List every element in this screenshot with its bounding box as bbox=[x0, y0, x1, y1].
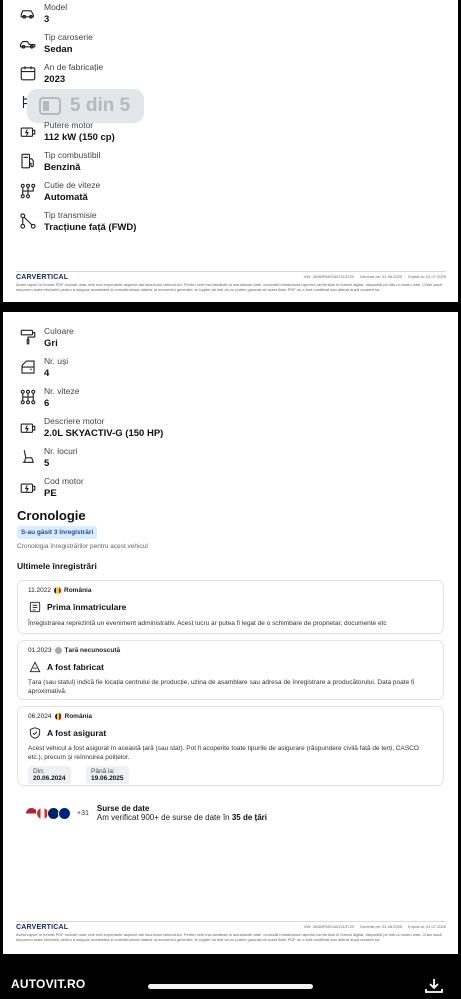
spec-label: Nr. viteze bbox=[44, 386, 80, 396]
footer-generated: Generat pe: 01.06.2025 bbox=[359, 274, 403, 279]
australia-flag-icon bbox=[58, 807, 71, 820]
spec-gearbox bbox=[19, 180, 100, 204]
footer-disclaimer: Acest raport în format PDF include doar cele mai importante aspecte ale istoricului vehiculului. Pentru cele mai detaliate și actualizate date, consultă întotdeauna raportul carVertical în format digital, disponibil pe site-ul nostru web. Chiar dacă depunem toate eforturile pentru a asigura acuratețea și corectitudinea datelor la momentul generării, te rugăm să reții că nu putem garanta că acest fișier PDF nu a fost modificat sau alterat după crearea sa. bbox=[16, 282, 442, 292]
spec-label: Tip transmisie bbox=[44, 210, 97, 220]
gallery-counter-badge[interactable] bbox=[27, 89, 144, 123]
spec-engine-code bbox=[19, 476, 84, 500]
spec-body-type bbox=[19, 32, 93, 56]
record-title: A fost fabricat bbox=[47, 662, 104, 672]
record-country: Țară necunoscută bbox=[64, 647, 121, 654]
record-date: 06.2024 bbox=[28, 713, 52, 720]
footer-disclaimer: Acest raport în format PDF include doar cele mai importante aspecte ale istoricului vehiculului. Pentru cele mai detaliate și actualizate date, consultă întotdeauna raportul carVertical în format digital, disponibil pe site-ul nostru web. Chiar dacă depunem toate eforturile pentru a asigura acuratețea și corectitudinea datelor la momentul generării, te rugăm să reții că nu putem garanta că acest fișier PDF nu a fost modificat sau alterat după crearea sa. bbox=[16, 932, 442, 942]
spec-label: Descriere motor bbox=[44, 416, 105, 426]
record-date: 11.2022 bbox=[28, 587, 52, 594]
records-heading: Ultimele înregistrări bbox=[17, 561, 97, 571]
shield-icon bbox=[28, 726, 42, 740]
timeline-record bbox=[17, 580, 444, 634]
record-description: Țara (sau statul) indică fie locația centrului de producție, uzina de asamblare sau adresa de înregistrare a producătorului. Data poate fi aproximativă. bbox=[28, 679, 415, 695]
timeline-record bbox=[17, 706, 444, 786]
footer-expires: Expiră la: 01.07.2025 bbox=[408, 274, 446, 279]
fuel-pump-icon bbox=[19, 152, 37, 170]
spec-color bbox=[19, 326, 74, 350]
spec-value: 112 kW (150 cp) bbox=[44, 132, 115, 143]
record-title: A fost asigurat bbox=[47, 728, 107, 738]
factory-icon bbox=[28, 660, 42, 674]
record-country: România bbox=[64, 587, 92, 594]
paint-roller-icon bbox=[19, 328, 37, 346]
spec-value: Benzină bbox=[44, 162, 81, 173]
spec-value: 3 bbox=[44, 14, 50, 25]
home-indicator[interactable] bbox=[148, 984, 313, 989]
spec-value: Sedan bbox=[44, 44, 73, 55]
car-body-icon bbox=[19, 34, 37, 52]
gallery-icon bbox=[39, 97, 61, 115]
spec-label: Nr. locuri bbox=[44, 446, 78, 456]
sources-plus-count: +31 bbox=[77, 809, 89, 817]
spec-label: Cutie de viteze bbox=[44, 180, 101, 190]
spec-gears bbox=[19, 386, 79, 410]
spec-value: 2023 bbox=[44, 74, 66, 85]
timeline-subtitle: Cronologia înregistrărilor pentru acest vehicul bbox=[17, 543, 148, 550]
insurance-to-tag: Până la: 19.06.2025 bbox=[86, 766, 129, 784]
insurance-from-tag: Din: 20.06.2024 bbox=[28, 766, 71, 784]
record-title: Prima înmatriculare bbox=[47, 602, 127, 612]
spec-label: Model bbox=[44, 2, 68, 12]
spec-label: Cod motor bbox=[44, 476, 84, 486]
footer-vin: VIN: JM4BP6SGA01313729 bbox=[303, 274, 354, 279]
engine-code-icon bbox=[19, 478, 37, 496]
sources-text: Am verificat 900+ de surse de date în 35 de țări bbox=[96, 813, 267, 822]
spec-year bbox=[19, 62, 103, 86]
seat-icon bbox=[19, 448, 37, 466]
spec-engine-description bbox=[19, 416, 163, 440]
report-page-1 bbox=[3, 0, 458, 302]
door-icon bbox=[19, 358, 37, 376]
section-title: Cronologie bbox=[17, 508, 86, 523]
spec-drivetrain bbox=[19, 210, 136, 234]
record-description: Înregistrarea reprezintă un eveniment administrativ. Acest lucru ar putea fi legat de o schimbare de proprietar, documente etc bbox=[28, 620, 387, 627]
spec-value: 5 bbox=[44, 458, 50, 469]
footer-vin: VIN: JM4BP6SGA01313729 bbox=[303, 924, 354, 929]
spec-label: An de fabricație bbox=[44, 62, 104, 72]
gearbox-icon bbox=[19, 182, 37, 200]
carvertical-logo: CARVERTICAL bbox=[16, 274, 69, 281]
spec-value: Automată bbox=[44, 192, 88, 203]
spec-value: 4 bbox=[44, 368, 50, 379]
spec-power bbox=[19, 120, 115, 144]
timeline-record bbox=[17, 640, 444, 700]
record-description: Acest vehicul a fost asigurat în această țară (sau stat). Pot fi acoperite toate tipurile de asigurare (răspundere civilă față de terți, CASCO etc.), precum și reînnoirea polițelor. bbox=[28, 745, 419, 761]
data-sources bbox=[25, 804, 267, 822]
spec-seats bbox=[19, 446, 78, 470]
record-country: România bbox=[64, 713, 92, 720]
footer-meta bbox=[304, 274, 446, 279]
gearbox-icon bbox=[19, 388, 37, 406]
calendar-icon bbox=[19, 64, 37, 82]
car-icon bbox=[19, 4, 37, 22]
spec-label: Tip caroserie bbox=[44, 32, 93, 42]
spec-label: Tip combustibil bbox=[44, 150, 101, 160]
engine-icon bbox=[19, 418, 37, 436]
spec-label: Culoare bbox=[44, 326, 74, 336]
autovit-logo[interactable]: AUTOVIT.RO bbox=[11, 977, 86, 991]
spec-model bbox=[19, 2, 67, 26]
romania-flag-icon bbox=[54, 587, 61, 594]
records-found-chip: S-au găsit 3 înregistrări bbox=[17, 526, 97, 539]
spec-value: Tracțiune față (FWD) bbox=[44, 222, 137, 233]
spec-fuel bbox=[19, 150, 100, 174]
gallery-counter-text: 5 din 5 bbox=[70, 95, 131, 116]
footer-meta bbox=[304, 924, 446, 929]
footer-expires: Expiră la: 01.07.2025 bbox=[408, 924, 446, 929]
record-date: 01.2023 bbox=[28, 647, 52, 654]
carvertical-logo: CARVERTICAL bbox=[16, 924, 69, 931]
country-flags bbox=[25, 807, 69, 820]
spec-value: Gri bbox=[44, 338, 58, 349]
document-icon bbox=[28, 600, 42, 614]
spec-value: 6 bbox=[44, 398, 50, 409]
spec-label: Nr. uși bbox=[44, 356, 69, 366]
download-icon[interactable] bbox=[424, 978, 444, 994]
engine-power-icon bbox=[19, 122, 37, 140]
spec-value: 2.0L SKYACTIV-G (150 HP) bbox=[44, 428, 164, 439]
spec-doors bbox=[19, 356, 68, 380]
sources-title: Surse de date bbox=[96, 804, 150, 813]
romania-flag-icon bbox=[55, 713, 62, 720]
report-page-2 bbox=[3, 312, 458, 954]
footer-generated: Generat pe: 01.06.2025 bbox=[359, 924, 403, 929]
transmission-icon bbox=[19, 212, 37, 230]
spec-value: PE bbox=[44, 488, 57, 499]
spec-label: Putere motor bbox=[44, 120, 94, 130]
globe-icon bbox=[55, 647, 62, 654]
